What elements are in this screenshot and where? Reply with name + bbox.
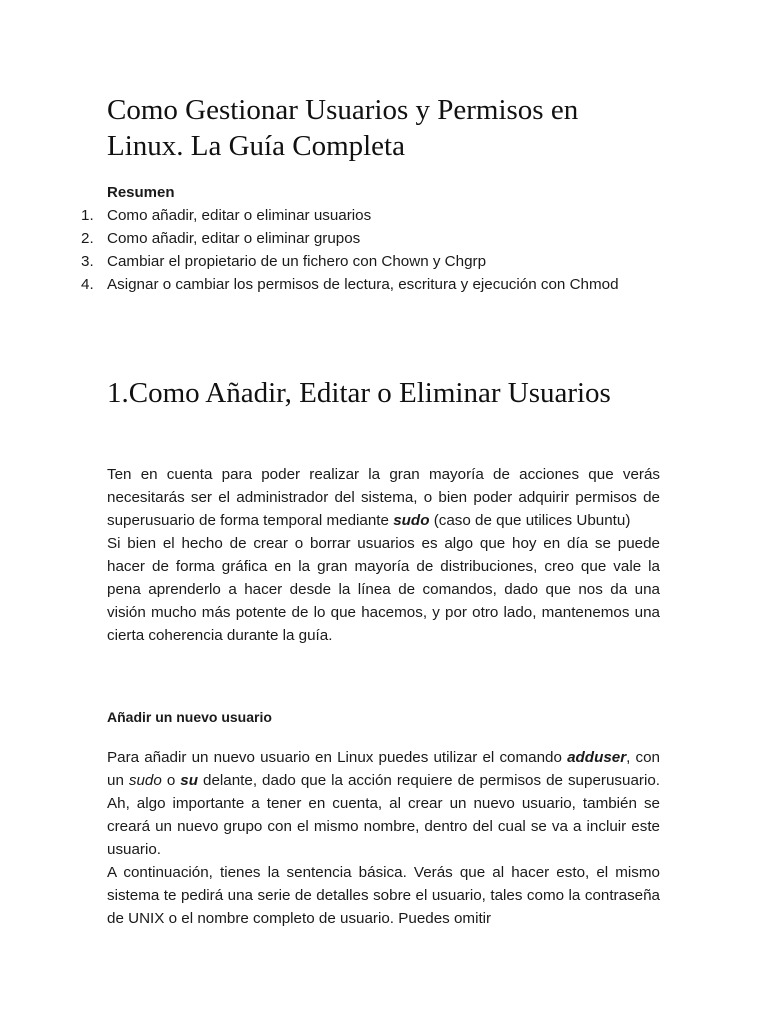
paragraph-text: (caso de que utilices Ubuntu) (429, 512, 631, 529)
keyword-su: su (180, 772, 198, 789)
paragraph (107, 746, 660, 861)
paragraph: A continuación, tienes la sentencia básica. Verás que al hacer esto, el mismo sistema te pedirá una serie de detalles sobre el usuario, tales como la contraseña de UNIX o el nombre completo de usuario. Puedes omitir (107, 864, 660, 927)
subsection-body (107, 746, 660, 930)
list-item-number: 3. (81, 253, 94, 270)
list-item (81, 250, 660, 273)
subsection-title: Añadir un nuevo usuario (107, 709, 272, 725)
list-item-text: Asignar o cambiar los permisos de lectura, escritura y ejecución con Chmod (107, 276, 619, 293)
paragraph-text: Para añadir un nuevo usuario en Linux puedes utilizar el comando (107, 749, 568, 766)
list-item-text: Cambiar el propietario de un fichero con Chown y Chgrp (107, 253, 487, 270)
paragraph: Si bien el hecho de crear o borrar usuarios es algo que hoy en día se puede hacer de forma gráfica en la gran mayoría de distribuciones, creo que vale la pena aprenderlo a hacer desde la línea de comandos, dado que nos da una visión mucho más potente de lo que hacemos, y por otro lado, mantenemos una cierta coherencia durante la guía. (107, 535, 660, 644)
summary-label: Resumen (107, 184, 175, 201)
list-item-number: 4. (81, 276, 94, 293)
paragraph-text: , con un (107, 749, 660, 789)
list-item-text: Como añadir, editar o eliminar grupos (107, 230, 361, 247)
list-item-number: 1. (81, 207, 94, 224)
list-item-number: 2. (81, 230, 94, 247)
section-body (107, 463, 660, 647)
list-item-text: Como añadir, editar o eliminar usuarios (107, 207, 372, 224)
list-item (81, 204, 660, 227)
list-item (81, 227, 660, 250)
summary-list (81, 204, 660, 296)
keyword-sudo: sudo (393, 512, 430, 529)
paragraph (107, 463, 660, 532)
keyword-sudo: sudo (128, 772, 162, 789)
paragraph-text: o (161, 772, 181, 789)
keyword-adduser: adduser (567, 749, 627, 766)
list-item (81, 273, 660, 296)
paragraph-text: Ten en cuenta para poder realizar la gran mayoría de acciones que verás necesitarás ser el administrador del sistema, o bien poder adquirir permisos de superusuario de forma temporal mediante (107, 466, 660, 529)
section-title: 1.Como Añadir, Editar o Eliminar Usuarios (107, 377, 611, 409)
paragraph-text: delante, dado que la acción requiere de permisos de superusuario. Ah, algo importante a tener en cuenta, al crear un nuevo usuario, también se creará un nuevo grupo con el mismo nombre, dentro del cual se va a incluir este usuario. (107, 772, 660, 858)
document-title: Como Gestionar Usuarios y Permisos en Linux. La Guía Completa (107, 94, 579, 162)
